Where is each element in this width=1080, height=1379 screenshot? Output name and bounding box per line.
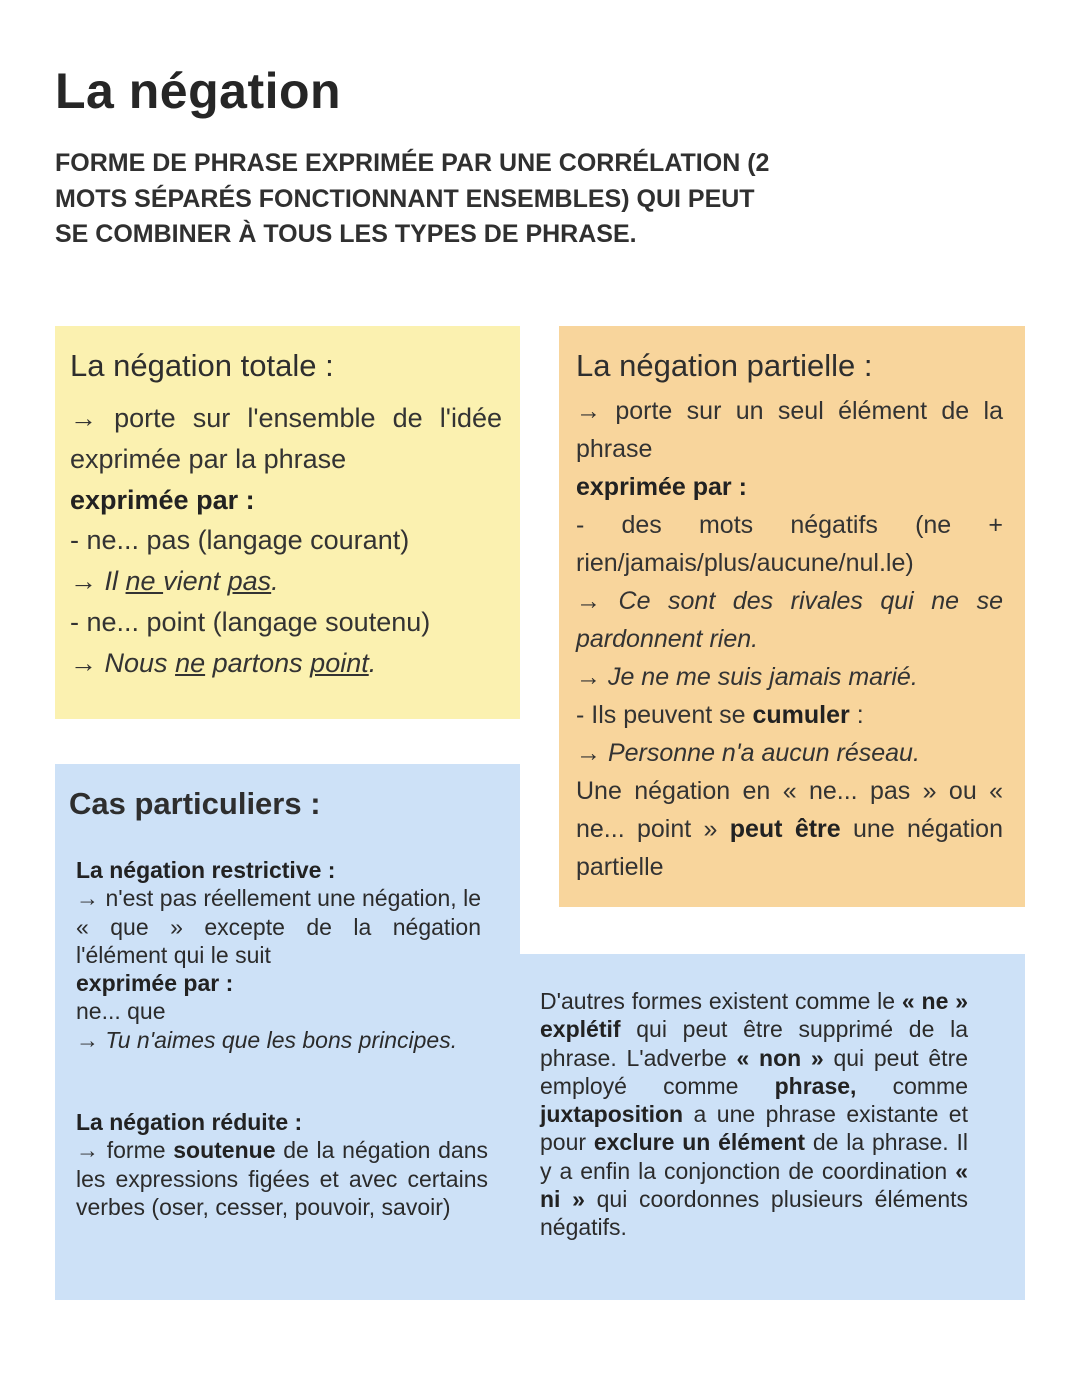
page-title: La négation xyxy=(55,63,342,119)
autres-formes-text xyxy=(540,987,968,1242)
partielle-expr-label: exprimée par : xyxy=(576,473,747,501)
partielle-ex3-text: Personne n'a aucun réseau. xyxy=(607,739,920,767)
autres-text-2: qui peut être supprimé de la phrase. L'adverbe xyxy=(540,1016,968,1071)
autres-text-6: de la phrase. Il y a enfin la conjonction de coordination xyxy=(540,1129,968,1184)
partielle-note-text: Une négation en « ne... pas » ou « ne... point » xyxy=(576,777,1003,843)
negation-partielle-heading: La négation partielle : xyxy=(576,348,873,383)
partielle-example-1 xyxy=(576,582,1003,658)
totale-expr-label: exprimée par : xyxy=(70,484,255,515)
reduite-rest: de la négation dans les expressions figées et avec certains verbes (oser, cesser, pouvoir, savoir) xyxy=(76,1137,488,1220)
arrow-icon: → xyxy=(70,647,105,678)
totale-ex1-end: . xyxy=(271,566,279,597)
totale-ex2-point: point xyxy=(310,647,369,678)
arrow-icon: → xyxy=(576,663,608,691)
partielle-example-2 xyxy=(576,658,1003,696)
totale-item-ne-pas: - ne... pas (langage courant) xyxy=(70,525,410,556)
restrictive-description: → n'est pas réellement une négation, le « que » excepte de la négation l'élément qui le suit xyxy=(76,885,481,968)
partielle-ex2-text: Je ne me suis jamais marié. xyxy=(607,663,918,691)
totale-description: → porte sur l'ensemble de l'idée exprimée par la phrase xyxy=(70,403,502,474)
partielle-cumul-bold: cumuler xyxy=(752,701,850,729)
negation-totale-card xyxy=(55,326,520,719)
totale-ex1-text: Il xyxy=(104,566,126,597)
restrictive-example xyxy=(76,1026,481,1054)
totale-item-ne-point: - ne... point (langage soutenu) xyxy=(70,606,431,637)
totale-ex1-ne: ne xyxy=(125,566,164,597)
arrow-icon: → xyxy=(576,739,608,767)
restrictive-form: ne... que xyxy=(76,998,166,1025)
negation-restrictive-section xyxy=(76,856,481,1054)
partielle-ex1-text: Ce sont des rivales qui ne se pardonnent rien. xyxy=(576,587,1003,653)
autres-text-3: qui peut être employé comme xyxy=(540,1044,969,1099)
partielle-item-mots-negatifs: - des mots négatifs (ne + rien/jamais/plus/aucune/nul.le) xyxy=(576,511,1003,577)
reduite-bold: soutenue xyxy=(173,1137,276,1164)
partielle-example-3 xyxy=(576,734,1003,772)
arrow-icon: → xyxy=(76,1026,106,1053)
totale-example-1 xyxy=(70,561,502,602)
negation-totale-heading: La négation totale : xyxy=(70,348,334,383)
autres-bold-juxtaposition: juxtaposition xyxy=(540,1101,684,1128)
totale-example-2 xyxy=(70,643,502,684)
reduite-description xyxy=(76,1136,488,1221)
totale-ex1-verb: vient xyxy=(163,566,228,597)
autres-text-7: qui coordonnes plusieurs éléments négatifs. xyxy=(540,1186,968,1241)
partielle-note xyxy=(576,772,1003,886)
negation-partielle-card xyxy=(559,326,1025,907)
arrow-icon: → xyxy=(576,587,619,615)
autres-text-5: a une phrase existante et pour xyxy=(540,1101,968,1156)
partielle-cumul xyxy=(576,696,1003,734)
totale-ex2-verb: partons xyxy=(205,647,311,678)
negation-reduite-section xyxy=(76,1108,488,1221)
autres-bold-exclure: exclure un élément xyxy=(593,1129,806,1156)
negation-partielle-body xyxy=(576,392,1003,886)
autres-bold-ni: « ni » xyxy=(540,1157,968,1213)
restrictive-example-text: Tu n'aimes que les bons principes. xyxy=(105,1026,458,1053)
partielle-description: → porte sur un seul élément de la phrase xyxy=(576,397,1003,463)
partielle-cumul-text: - Ils peuvent se xyxy=(576,701,753,729)
negation-totale-body xyxy=(70,398,502,684)
autres-bold-phrase: phrase, xyxy=(774,1072,857,1099)
autres-bold-ne-expletif: « ne » explétif xyxy=(540,988,968,1043)
totale-ex2-ne: ne xyxy=(175,647,206,678)
totale-ex1-pas: pas xyxy=(227,566,272,597)
totale-ex2-end: . xyxy=(368,647,377,678)
definition: FORME DE PHRASE EXPRIMÉE PAR UNE CORRÉLATION (2 MOTS SÉPARÉS FONCTIONNANT ENSEMBLES) QUI PEUT SE COMBINER À TOUS LES TYPES DE PHRASE. xyxy=(55,149,770,248)
autres-bold-non: « non » xyxy=(736,1044,824,1071)
partielle-note-end: une négation partielle xyxy=(576,815,1003,881)
autres-text-1: D'autres formes existent comme le xyxy=(540,988,902,1014)
arrow-icon: → xyxy=(70,566,105,597)
reduite-title: La négation réduite : xyxy=(76,1109,303,1135)
totale-ex2-text: Nous xyxy=(104,647,176,678)
partielle-note-bold: peut être xyxy=(729,815,841,843)
reduite-text: → forme xyxy=(76,1137,174,1164)
restrictive-expr-label: exprimée par : xyxy=(76,970,234,997)
cas-particuliers-header xyxy=(69,784,489,824)
partielle-cumul-colon: : xyxy=(849,701,864,729)
cas-particuliers-heading: Cas particuliers : xyxy=(69,786,321,821)
autres-text-4: comme xyxy=(856,1072,968,1099)
restrictive-title: La négation restrictive : xyxy=(76,857,336,883)
